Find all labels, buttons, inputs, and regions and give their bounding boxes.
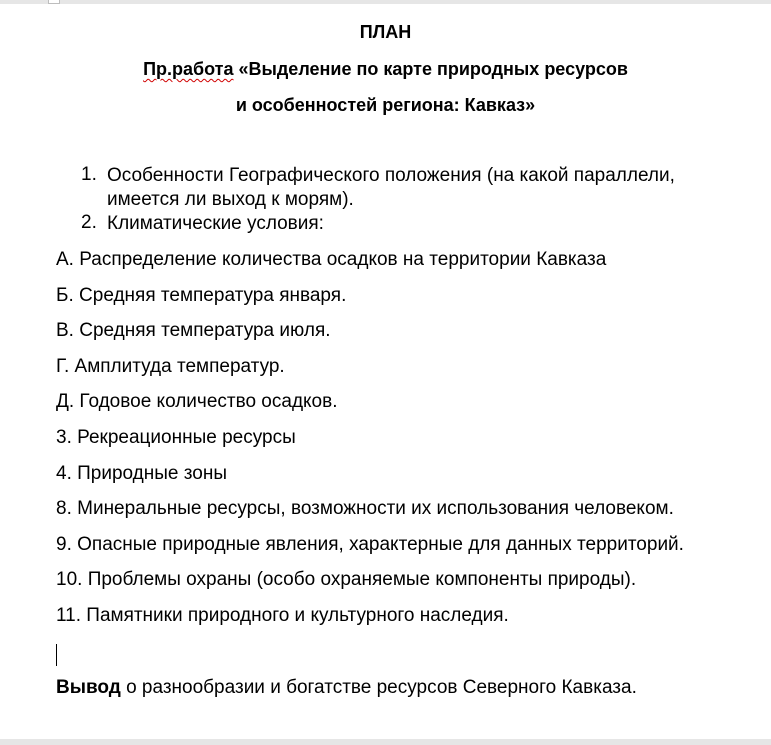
plan-line: Д. Годовое количество осадков. bbox=[56, 391, 338, 412]
plan-line: 11. Памятники природного и культурного наследия. bbox=[56, 605, 509, 626]
conclusion-line bbox=[56, 677, 637, 699]
conclusion-text: о разнообразии и богатстве ресурсов Северного Кавказа. bbox=[120, 677, 637, 698]
list-item-text: Особенности Географического положения (на какой параллели, имеется ли выход к морям). bbox=[107, 165, 675, 210]
list-item-text: Климатические условия: bbox=[107, 213, 324, 234]
page-gap bbox=[0, 739, 771, 745]
plan-line: Г. Амплитуда температур. bbox=[56, 356, 285, 377]
document-subtitle-line2: и особенностей региона: Кавказ» bbox=[235, 95, 536, 115]
conclusion-bold: Вывод bbox=[56, 677, 121, 698]
list-item-number: 1. bbox=[81, 164, 97, 185]
plan-line: 4. Природные зоны bbox=[56, 463, 227, 484]
document-page bbox=[0, 4, 771, 739]
plan-line: А. Распределение количества осадков на территории Кавказа bbox=[56, 249, 607, 270]
plan-line: 3. Рекреационные ресурсы bbox=[56, 427, 296, 448]
subtitle-text: «Выделение по карте природных ресурсов bbox=[233, 59, 628, 79]
page-corner-marker bbox=[48, 0, 60, 4]
plan-line: 8. Минеральные ресурсы, возможности их использования человеком. bbox=[56, 498, 674, 519]
document-subtitle-line1 bbox=[0, 59, 771, 80]
plan-line: Б. Средняя температура января. bbox=[56, 285, 347, 306]
plan-line: В. Средняя температура июля. bbox=[56, 320, 331, 341]
document-heading: ПЛАН bbox=[359, 22, 412, 42]
plan-line: 10. Проблемы охраны (особо охраняемые компоненты природы). bbox=[56, 569, 637, 590]
misspelled-word[interactable]: Пр.работа bbox=[143, 59, 234, 79]
plan-line: 9. Опасные природные явления, характерные для данных территорий. bbox=[56, 534, 684, 555]
list-item-number: 2. bbox=[81, 212, 97, 233]
text-cursor bbox=[56, 644, 57, 666]
